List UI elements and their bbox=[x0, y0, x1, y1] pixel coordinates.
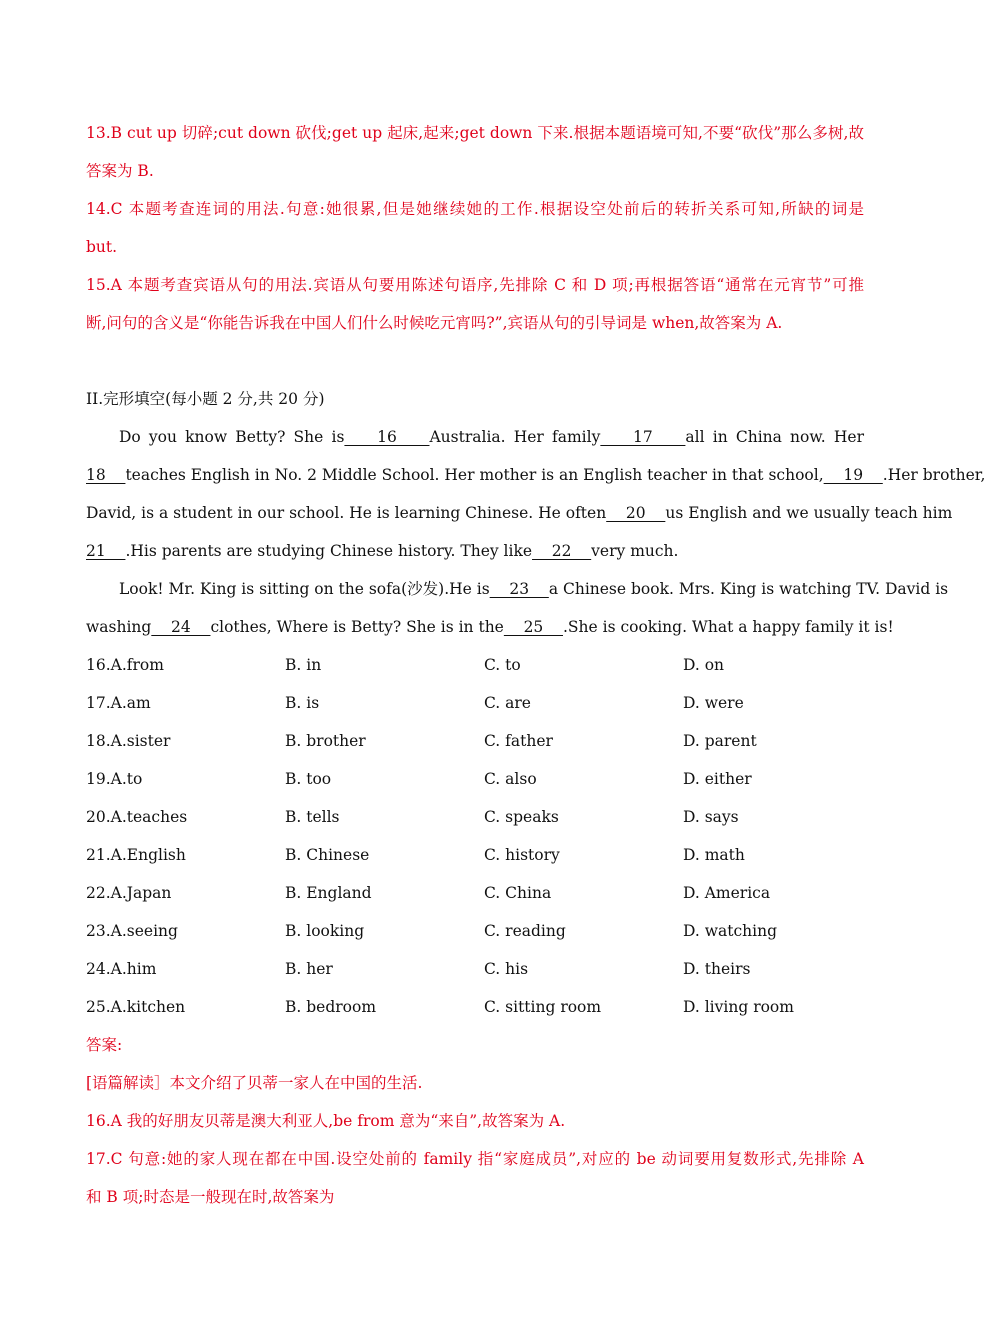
option-a: 18.A.sister bbox=[86, 732, 171, 750]
options-row-20 bbox=[86, 798, 864, 836]
option-b: B. Chinese bbox=[285, 846, 370, 864]
spacer bbox=[86, 342, 864, 380]
passage-text: all in China now. Her bbox=[685, 428, 864, 446]
option-d: D. math bbox=[683, 846, 745, 864]
passage-text: .His parents are studying Chinese history. They like bbox=[125, 542, 533, 560]
passage-text: washing bbox=[86, 618, 152, 636]
option-a: 19.A.to bbox=[86, 770, 143, 788]
option-b: B. tells bbox=[285, 808, 340, 826]
blank-21: 21 bbox=[86, 542, 126, 560]
option-b: B. her bbox=[285, 960, 333, 978]
answer-15-line1: 15.A 本题考查宾语从句的用法.宾语从句要用陈述句语序,先排除 C 和 D 项;再根据答语“通常在元宵节”可推 bbox=[86, 276, 864, 294]
options-row-23 bbox=[86, 912, 864, 950]
passage-line-2 bbox=[86, 456, 985, 494]
options-row-19 bbox=[86, 760, 864, 798]
option-c: C. also bbox=[484, 770, 537, 788]
option-c: C. father bbox=[484, 732, 553, 750]
passage-line-5 bbox=[86, 570, 949, 608]
options-row-22 bbox=[86, 874, 864, 912]
option-d: D. were bbox=[683, 694, 744, 712]
blank-20: 20 bbox=[606, 504, 666, 522]
options-row-18 bbox=[86, 722, 864, 760]
option-d: D. either bbox=[683, 770, 752, 788]
passage-summary: [语篇解读］本文介绍了贝蒂一家人在中国的生活. bbox=[86, 1074, 423, 1092]
passage-text: Australia. Her family bbox=[429, 428, 601, 446]
option-a: 17.A.am bbox=[86, 694, 151, 712]
blank-22: 22 bbox=[532, 542, 592, 560]
option-d: D. on bbox=[683, 656, 725, 674]
passage-line-1 bbox=[86, 418, 864, 456]
option-b: B. England bbox=[285, 884, 372, 902]
option-a: 25.A.kitchen bbox=[86, 998, 186, 1016]
blank-17: 17 bbox=[600, 428, 686, 446]
option-a: 24.A.him bbox=[86, 960, 157, 978]
answer-17-line2: 和 B 项;时态是一般现在时,故答案为 bbox=[86, 1188, 335, 1206]
option-b: B. in bbox=[285, 656, 322, 674]
option-b: B. is bbox=[285, 694, 320, 712]
option-a: 22.A.Japan bbox=[86, 884, 172, 902]
answer-14-line1: 14.C 本题考查连词的用法.句意:她很累,但是她继续她的工作.根据设空处前后的转折关系可知,所缺的词是 bbox=[86, 200, 864, 218]
option-d: D. living room bbox=[683, 998, 794, 1016]
option-d: D. theirs bbox=[683, 960, 751, 978]
option-b: B. too bbox=[285, 770, 332, 788]
document-page bbox=[86, 114, 985, 1216]
passage-text: very much. bbox=[591, 542, 679, 560]
passage-line-6 bbox=[86, 608, 894, 646]
passage-text: Look! Mr. King is sitting on the sofa(沙发).He is bbox=[119, 580, 490, 598]
options-row-21 bbox=[86, 836, 864, 874]
passage-text: a Chinese book. Mrs. King is watching TV. David is bbox=[548, 580, 949, 598]
option-d: D. says bbox=[683, 808, 739, 826]
option-b: B. looking bbox=[285, 922, 365, 940]
answer-13-line1: 13.B cut up 切碎;cut down 砍伐;get up 起床,起来;get down 下来.根据本题语境可知,不要“砍伐”那么多树,故 bbox=[86, 124, 864, 142]
option-c: C. China bbox=[484, 884, 552, 902]
blank-19: 19 bbox=[823, 466, 883, 484]
passage-text: us English and we usually teach him bbox=[665, 504, 953, 522]
answer-16: 16.A 我的好朋友贝蒂是澳大利亚人,be from 意为“来自”,故答案为 A. bbox=[86, 1112, 566, 1130]
passage-text: clothes, Where is Betty? She is in the bbox=[210, 618, 504, 636]
options-row-16 bbox=[86, 646, 864, 684]
option-c: C. to bbox=[484, 656, 521, 674]
passage-text: teaches English in No. 2 Middle School. Her mother is an English teacher in that school, bbox=[125, 466, 824, 484]
answer-14-line2: but. bbox=[86, 238, 118, 256]
option-c: C. speaks bbox=[484, 808, 559, 826]
option-b: B. brother bbox=[285, 732, 366, 750]
answers-label: 答案: bbox=[86, 1036, 123, 1054]
blank-25: 25 bbox=[503, 618, 563, 636]
blank-23: 23 bbox=[489, 580, 549, 598]
blank-18: 18 bbox=[86, 466, 126, 484]
passage-text: David, is a student in our school. He is learning Chinese. He often bbox=[86, 504, 607, 522]
option-a: 16.A.from bbox=[86, 656, 164, 674]
option-d: D. watching bbox=[683, 922, 777, 940]
section-title: II.完形填空(每小题 2 分,共 20 分) bbox=[86, 390, 325, 408]
answer-13-line2: 答案为 B. bbox=[86, 162, 154, 180]
passage-text: .She is cooking. What a happy family it is! bbox=[563, 618, 894, 636]
blank-24: 24 bbox=[151, 618, 211, 636]
option-c: C. history bbox=[484, 846, 560, 864]
option-c: C. his bbox=[484, 960, 529, 978]
passage-text: Do you know Betty? She is bbox=[119, 428, 345, 446]
answer-15-line2: 断,问句的含义是“你能告诉我在中国人们什么时候吃元宵吗?”,宾语从句的引导词是 when,故答案为 A. bbox=[86, 314, 783, 332]
option-a: 20.A.teaches bbox=[86, 808, 188, 826]
option-c: C. reading bbox=[484, 922, 566, 940]
options-row-24 bbox=[86, 950, 864, 988]
options-row-25 bbox=[86, 988, 864, 1026]
option-c: C. sitting room bbox=[484, 998, 602, 1016]
passage-line-3 bbox=[86, 494, 953, 532]
option-a: 23.A.seeing bbox=[86, 922, 178, 940]
passage-text: .Her brother, bbox=[882, 466, 985, 484]
option-d: D. America bbox=[683, 884, 771, 902]
option-b: B. bedroom bbox=[285, 998, 377, 1016]
option-a: 21.A.English bbox=[86, 846, 186, 864]
blank-16: 16 bbox=[344, 428, 430, 446]
option-c: C. are bbox=[484, 694, 531, 712]
answer-17-line1: 17.C 句意:她的家人现在都在中国.设空处前的 family 指“家庭成员”,对应的 be 动词要用复数形式,先排除 A bbox=[86, 1150, 864, 1168]
option-d: D. parent bbox=[683, 732, 757, 750]
options-row-17 bbox=[86, 684, 864, 722]
passage-line-4 bbox=[86, 532, 864, 570]
